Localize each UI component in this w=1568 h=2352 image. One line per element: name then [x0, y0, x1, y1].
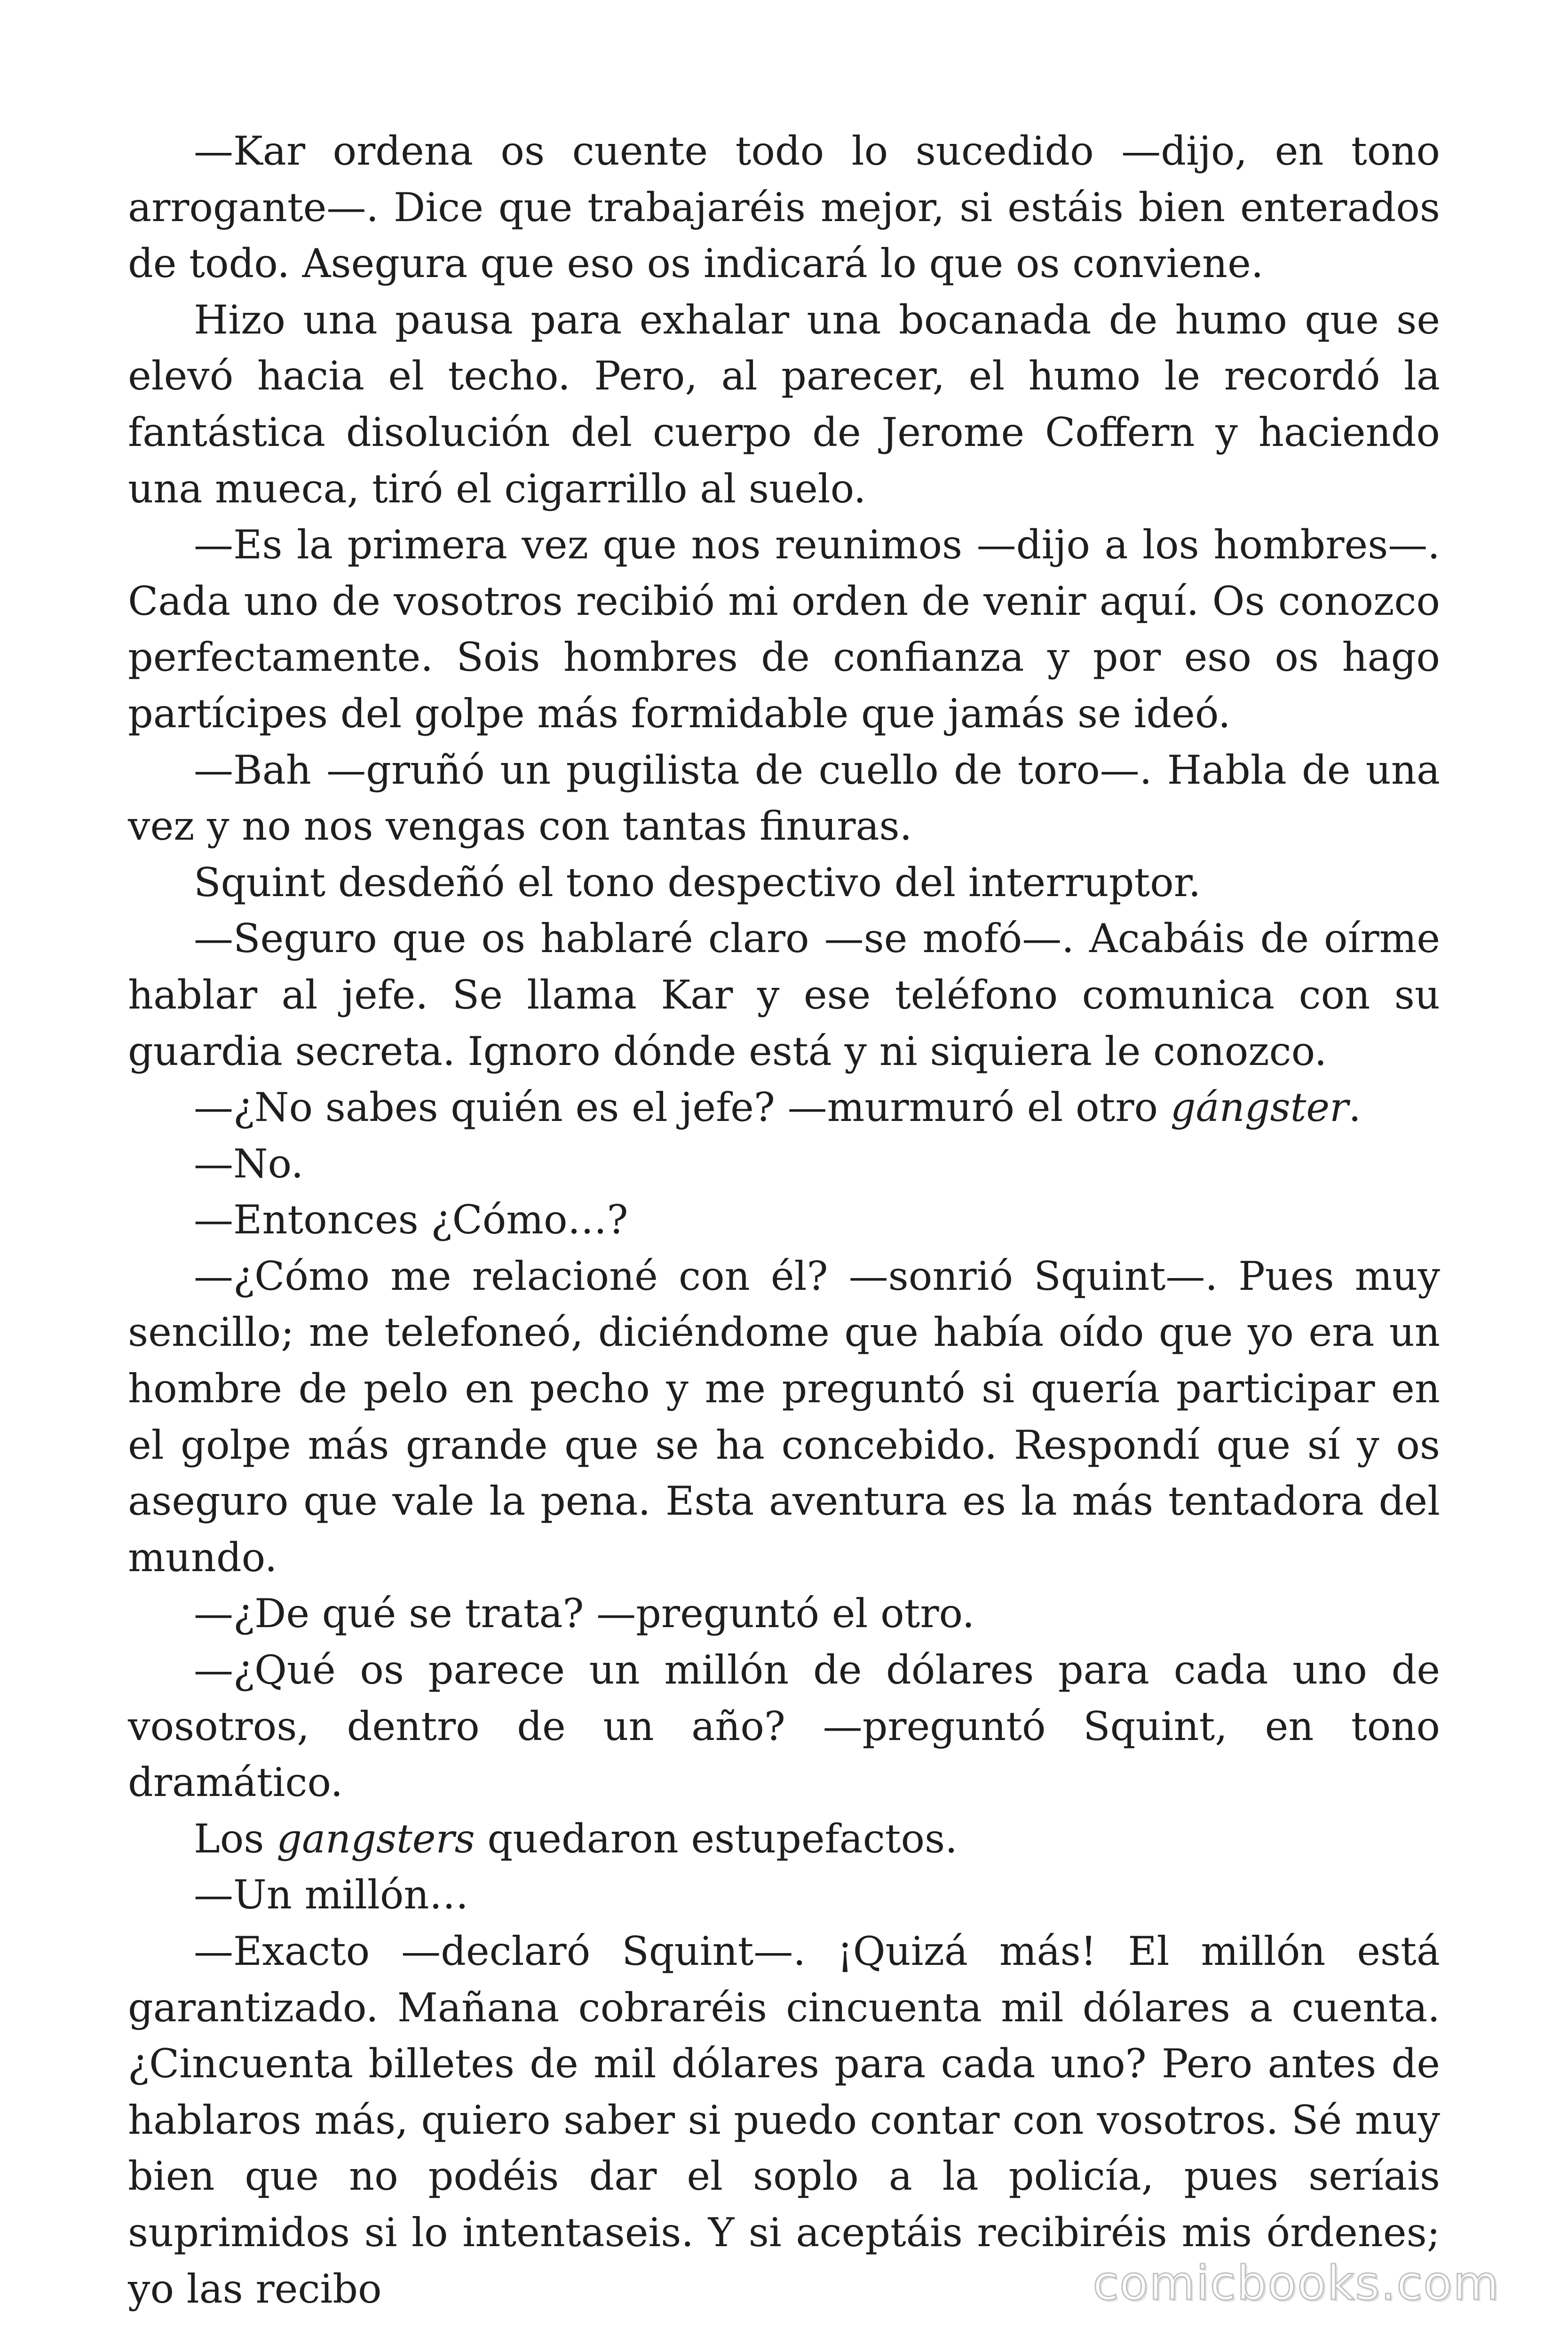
paragraph — [128, 1080, 1440, 1136]
paragraph-text: —Un millón… — [194, 1872, 469, 1918]
paragraph-text: —Seguro que os hablaré claro —se mofó—. Acabáis de oírme hablar al jefe. Se llama Kar y ese teléfono comunica con su guardia secreta. Ignoro dónde está y ni siquiera le conozco. — [128, 915, 1440, 1074]
italic-word: gángster — [1170, 1084, 1349, 1131]
paragraph-text: —¿Cómo me relacioné con él? —sonrió Squint—. Pues muy sencillo; me telefoneó, diciéndome que había oído que yo era un hombre de pelo en pecho y me preguntó si quería participar en el golpe más grande que se ha concebido. Respondí que sí y os aseguro que vale la pena. Esta aventura es la más tentadora del mundo. — [128, 1253, 1440, 1581]
paragraph-text: Los — [194, 1815, 277, 1862]
paragraph-text: —¿Qué os parece un millón de dólares para cada uno de vosotros, dentro de un año? —preguntó Squint, en tono dramático. — [128, 1647, 1440, 1806]
paragraph — [128, 1248, 1440, 1586]
paragraph — [128, 1811, 1440, 1867]
paragraph-text: Hizo una pausa para exhalar una bocanada de humo que se elevó hacia el techo. Pero, al parecer, el humo le recordó la fantástica disolución del cuerpo de Jerome Coffern y haciendo una mueca, tiró el cigarrillo al suelo. — [128, 296, 1440, 512]
paragraph-text: —Kar ordena os cuente todo lo sucedido —dijo, en tono arrogante—. Dice que trabajaréis mejor, si estáis bien enterados de todo. Asegura que eso os indicará lo que os conviene. — [128, 128, 1440, 287]
italic-word: gangsters — [277, 1815, 475, 1862]
paragraph-text: —¿No sabes quién es el jefe? —murmuró el otro — [194, 1084, 1171, 1131]
watermark-text: comicbooks.com — [1093, 2256, 1500, 2311]
paragraph — [128, 123, 1440, 292]
paragraph — [128, 742, 1440, 855]
paragraph-text: . — [1348, 1084, 1361, 1131]
paragraph-text: —Exacto —declaró Squint—. ¡Quizá más! El millón está garantizado. Mañana cobraréis cincuenta mil dólares a cuenta. ¿Cincuenta billetes de mil dólares para cada uno? Pero antes de hablaros más, quiero saber si puedo contar con vosotros. Sé muy bien que no podéis dar el soplo a la policía, pues seríais suprimidos si lo intentaseis. Y si aceptáis recibiréis mis órdenes; yo las recibo — [128, 1928, 1440, 2312]
body-text — [128, 123, 1440, 2317]
paragraph — [128, 292, 1440, 517]
paragraph — [128, 1192, 1440, 1248]
paragraph-text: Squint desdeñó el tono despectivo del interruptor. — [194, 859, 1201, 906]
paragraph-text: quedaron estupefactos. — [475, 1815, 958, 1862]
paragraph-text: —No. — [194, 1140, 304, 1187]
paragraph — [128, 517, 1440, 742]
paragraph — [128, 1642, 1440, 1811]
paragraph — [128, 911, 1440, 1080]
paragraph — [128, 1867, 1440, 1923]
paragraph-text: —Es la primera vez que nos reunimos —dijo a los hombres—. Cada uno de vosotros recibió mi orden de venir aquí. Os conozco perfectamente. Sois hombres de confianza y por eso os hago partícipes del golpe más formidable que jamás se ideó. — [128, 522, 1440, 737]
paragraph-text: —¿De qué se trata? —preguntó el otro. — [194, 1590, 975, 1637]
paragraph — [128, 855, 1440, 911]
paragraph — [128, 1586, 1440, 1642]
paragraph — [128, 1136, 1440, 1192]
paragraph-text: —Entonces ¿Cómo…? — [194, 1197, 628, 1243]
paragraph-text: —Bah —gruñó un pugilista de cuello de toro—. Habla de una vez y no nos vengas con tantas finuras. — [128, 747, 1440, 850]
